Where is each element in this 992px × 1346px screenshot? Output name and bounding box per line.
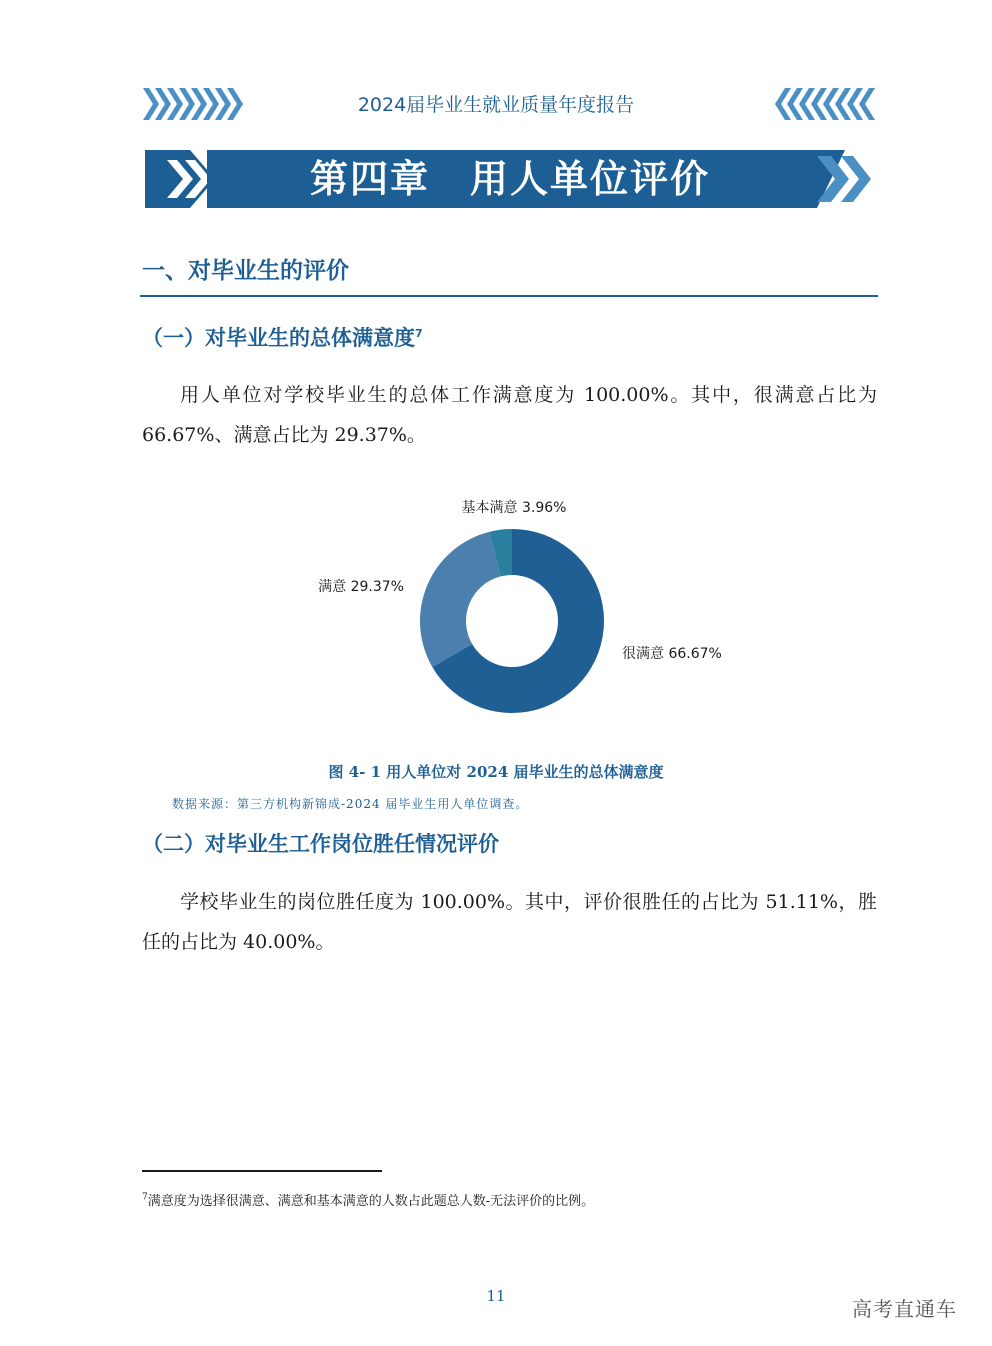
footnote-text: 满意度为选择很满意、满意和基本满意的人数占此题总人数-无法评价的比例。: [147, 1194, 595, 1209]
report-header-title: 2024届毕业生就业质量年度报告: [357, 94, 635, 116]
section-divider: [140, 295, 878, 297]
page-number: 11: [486, 1287, 506, 1305]
slice-label-1: 很满意 66.67%: [622, 646, 722, 662]
footnote-divider: [142, 1170, 382, 1172]
header-right-chevrons: [765, 88, 875, 120]
slice-label-2: 满意 29.37%: [318, 579, 404, 595]
subsection-heading-1: [142, 322, 423, 352]
chapter-title: 第四章 用人单位评价: [309, 157, 710, 201]
figure-source: 数据来源：第三方机构新锦成-2024 届毕业生用人单位调查。: [172, 797, 529, 811]
donut-slice-2: [420, 532, 501, 667]
subsection-heading-1-text: （一）对毕业生的总体满意度: [142, 326, 415, 350]
paragraph-competence: 学校毕业生的岗位胜任度为 100.00%。其中，评价很胜任的占比为 51.11%，胜任的占比为 40.00%。: [142, 891, 877, 953]
slice-label-3: 基本满意 3.96%: [461, 500, 567, 516]
satisfaction-donut-chart: [300, 480, 750, 740]
footnote-mark: 7: [142, 1192, 148, 1203]
footnote: [142, 1190, 594, 1209]
paragraph-satisfaction: 用人单位对学校毕业生的总体工作满意度为 100.00%。其中，很满意占比为 66.67%、满意占比为 29.37%。: [142, 384, 877, 446]
footnote-reference: 7: [415, 327, 423, 340]
watermark: 高考直通车: [852, 1297, 957, 1321]
subsection-heading-2: （二）对毕业生工作岗位胜任情况评价: [142, 832, 499, 856]
figure-caption: 图 4- 1 用人单位对 2024 届毕业生的总体满意度: [328, 763, 664, 781]
section-heading: 一、对毕业生的评价: [142, 258, 349, 284]
